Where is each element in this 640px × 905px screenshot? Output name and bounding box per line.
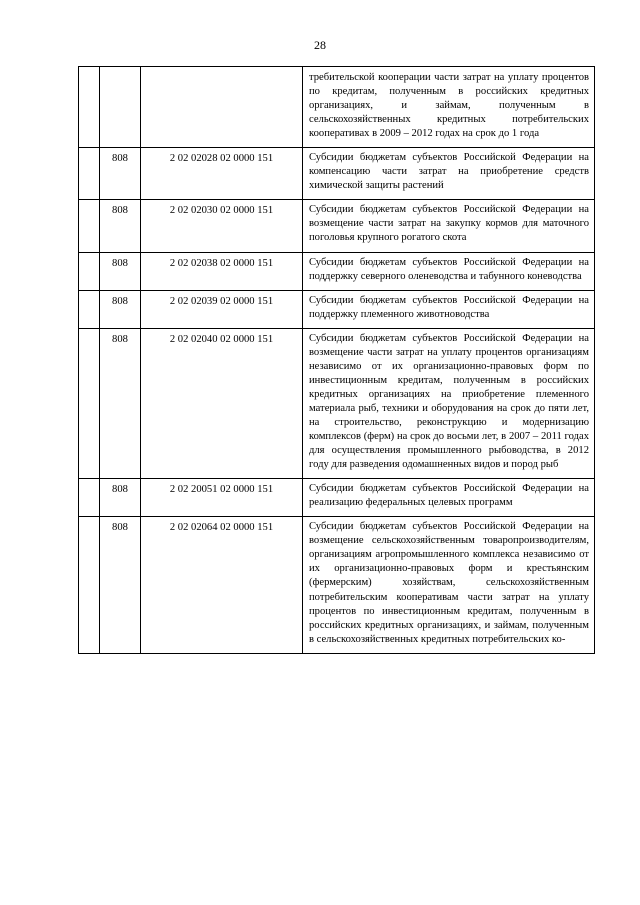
page-number: 28 xyxy=(314,38,326,52)
admin-code-cell: 808 xyxy=(100,290,141,328)
table-row xyxy=(79,290,595,328)
blank-column-cell xyxy=(79,148,100,200)
blank-column-cell xyxy=(79,517,100,653)
budget-code-cell: 2 02 02030 02 0000 151 xyxy=(141,200,303,252)
admin-code-cell: 808 xyxy=(100,200,141,252)
budget-classification-table xyxy=(78,66,595,654)
table-row xyxy=(79,479,595,517)
blank-column-cell xyxy=(79,290,100,328)
admin-code-cell: 808 xyxy=(100,517,141,653)
table-row xyxy=(79,200,595,252)
admin-code-cell xyxy=(100,67,141,148)
table-row xyxy=(79,148,595,200)
budget-code-cell: 2 02 02039 02 0000 151 xyxy=(141,290,303,328)
budget-code-cell: 2 02 02028 02 0000 151 xyxy=(141,148,303,200)
blank-column-cell xyxy=(79,479,100,517)
description-cell: Субсидии бюджетам субъектов Российской Федерации на поддержку северного оленеводства и табунного коневодства xyxy=(303,252,595,290)
admin-code-cell: 808 xyxy=(100,479,141,517)
budget-code-cell: 2 02 02038 02 0000 151 xyxy=(141,252,303,290)
description-cell: Субсидии бюджетам субъектов Российской Федерации на возмещение сельскохозяйственным товаропроизводителям, организациям агропромышленного комплекса независимо от их организационно-правовых форм и крестьянским (фермерским) хозяйствам, сельскохозяйственным потребительским кооперативам части затрат на уплату процентов по инвестиционным кредитам, полученным в российских кредитных организациях, и займам, полученным в сельскохозяйственных кредитных потребительских ко- xyxy=(303,517,595,653)
table-row xyxy=(79,517,595,653)
description-cell: Субсидии бюджетам субъектов Российской Федерации на реализацию федеральных целевых программ xyxy=(303,479,595,517)
blank-column-cell xyxy=(79,200,100,252)
description-cell: Субсидии бюджетам субъектов Российской Федерации на компенсацию части затрат на приобретение средств химической защиты растений xyxy=(303,148,595,200)
admin-code-cell: 808 xyxy=(100,252,141,290)
table-row xyxy=(79,67,595,148)
description-cell: требительской кооперации части затрат на уплату процентов по кредитам, полученным в российских кредитных организациях, и займам, полученным в сельскохозяйственных кредитных потребительских кооперативах в 2009 – 2012 годах на срок до 1 года xyxy=(303,67,595,148)
description-cell: Субсидии бюджетам субъектов Российской Федерации на возмещение части затрат на уплату процентов организациям независимо от их организационно-правовых форм по инвестиционным кредитам, полученным в российских кредитных организациях на приобретение племенного материала рыб, техники и оборудования на срок до пяти лет, на строительство, реконструкцию и модернизацию комплексов (ферм) на срок до восьми лет, в 2007 – 2011 годах для осуществления промышленного рыбоводства, в 2012 году для разведения одомашненных видов и пород рыб xyxy=(303,328,595,478)
admin-code-cell: 808 xyxy=(100,328,141,478)
table-row xyxy=(79,252,595,290)
table-row xyxy=(79,328,595,478)
description-cell: Субсидии бюджетам субъектов Российской Федерации на поддержку племенного животноводства xyxy=(303,290,595,328)
blank-column-cell xyxy=(79,252,100,290)
admin-code-cell: 808 xyxy=(100,148,141,200)
budget-code-cell: 2 02 02040 02 0000 151 xyxy=(141,328,303,478)
blank-column-cell xyxy=(79,67,100,148)
description-cell: Субсидии бюджетам субъектов Российской Федерации на возмещение части затрат на закупку кормов для маточного поголовья крупного рогатого скота xyxy=(303,200,595,252)
blank-column-cell xyxy=(79,328,100,478)
budget-code-cell: 2 02 20051 02 0000 151 xyxy=(141,479,303,517)
budget-code-cell: 2 02 02064 02 0000 151 xyxy=(141,517,303,653)
budget-code-cell xyxy=(141,67,303,148)
